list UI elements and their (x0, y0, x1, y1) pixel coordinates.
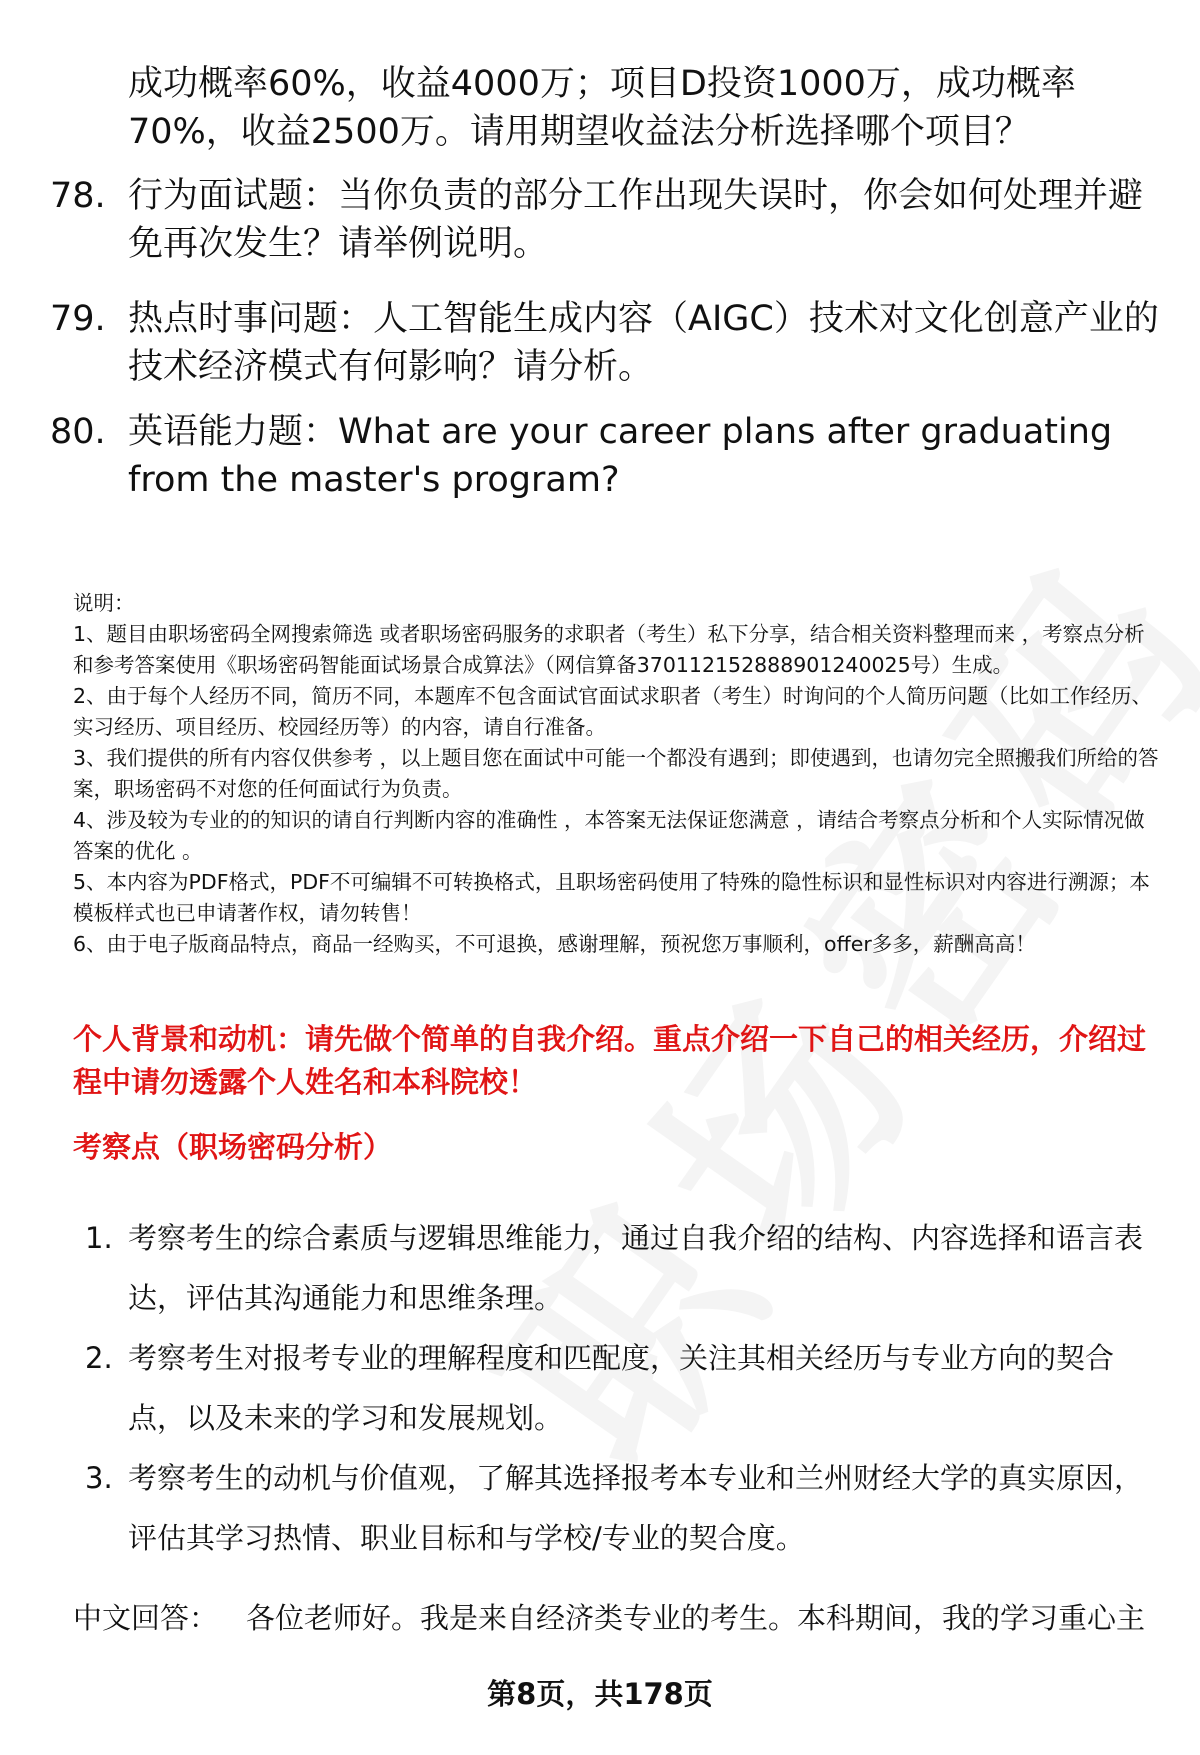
analysis-title: 考察点（职场密码分析） (73, 1130, 393, 1164)
note-item: 5、本内容为PDF格式，PDF不可编辑不可转换格式，且职场密码使用了特殊的隐性标识和显性标识对内容进行溯源；本模板样式也已申请著作权，请勿转售！ (73, 870, 1150, 925)
answer-text: 各位老师好。我是来自经济类专业的考生。本科期间，我的学习重心主 (246, 1601, 1146, 1635)
page-footer: 第8页，共178页 (487, 1677, 713, 1711)
answer-paragraph (73, 1596, 1173, 1640)
note-item: 6、由于电子版商品特点，商品一经购买，不可退换，感谢理解，预祝您万事顺利，offer多多，薪酬高高！ (73, 932, 1036, 956)
point-number: 2. (85, 1341, 113, 1375)
question-continuation: 成功概率60%，收益4000万；项目D投资1000万，成功概率70%，收益2500万。请用期望收益法分析选择哪个项目？ (128, 64, 1076, 152)
analysis-point (85, 1208, 1165, 1328)
notes-section (73, 588, 1163, 960)
question-79 (50, 295, 1160, 391)
point-number: 1. (85, 1221, 113, 1255)
note-item: 1、题目由职场密码全网搜索筛选 或者职场密码服务的求职者（考生）私下分享，结合相关资料整理而来 ，考察点分析和参考答案使用《职场密码智能面试场景合成算法》（网信算备370112152888901240025号）生成。 (73, 622, 1145, 677)
analysis-point (85, 1448, 1165, 1568)
point-text: 考察考生的动机与价值观，了解其选择报考本专业和兰州财经大学的真实原因，评估其学习热情、职业目标和与学校/专业的契合度。 (128, 1461, 1144, 1555)
notes-title: 说明： (73, 591, 135, 615)
point-number: 3. (85, 1461, 113, 1495)
point-text: 考察考生的综合素质与逻辑思维能力，通过自我介绍的结构、内容选择和语言表达，评估其沟通能力和思维条理。 (128, 1221, 1144, 1315)
question-80 (50, 408, 1160, 504)
note-item: 2、由于每个人经历不同，简历不同，本题库不包含面试官面试求职者（考生）时询问的个人简历问题（比如工作经历、实习经历、项目经历、校园经历等）的内容，请自行准备。 (73, 684, 1153, 739)
point-text: 考察考生对报考专业的理解程度和匹配度，关注其相关经历与专业方向的契合点，以及未来的学习和发展规划。 (128, 1341, 1115, 1435)
question-78 (50, 172, 1160, 268)
note-item: 3、我们提供的所有内容仅供参考 ，以上题目您在面试中可能一个都没有遇到；即使遇到，也请勿完全照搬我们所给的答案，职场密码不对您的任何面试行为负责。 (73, 746, 1159, 801)
analysis-points (85, 1208, 1165, 1568)
section-question: 个人背景和动机：请先做个简单的自我介绍。重点介绍一下自己的相关经历，介绍过程中请勿透露个人姓名和本科院校！ (73, 1022, 1147, 1099)
note-item: 4、涉及较为专业的的知识的请自行判断内容的准确性 ，本答案无法保证您满意 ，请结合考察点分析和个人实际情况做答案的优化 。 (73, 808, 1145, 863)
question-number: 79. (50, 299, 106, 339)
question-number: 80. (50, 412, 106, 452)
analysis-point (85, 1328, 1165, 1448)
question-number: 78. (50, 176, 106, 216)
question-text: 行为面试题：当你负责的部分工作出现失误时，你会如何处理并避免再次发生？请举例说明。 (128, 176, 1144, 264)
question-text: 热点时事问题：人工智能生成内容（AIGC）技术对文化创意产业的技术经济模式有何影响？请分析。 (128, 299, 1159, 387)
question-text: 英语能力题：What are your career plans after graduating from the master's program? (128, 412, 1113, 500)
answer-label: 中文回答： (73, 1601, 219, 1635)
